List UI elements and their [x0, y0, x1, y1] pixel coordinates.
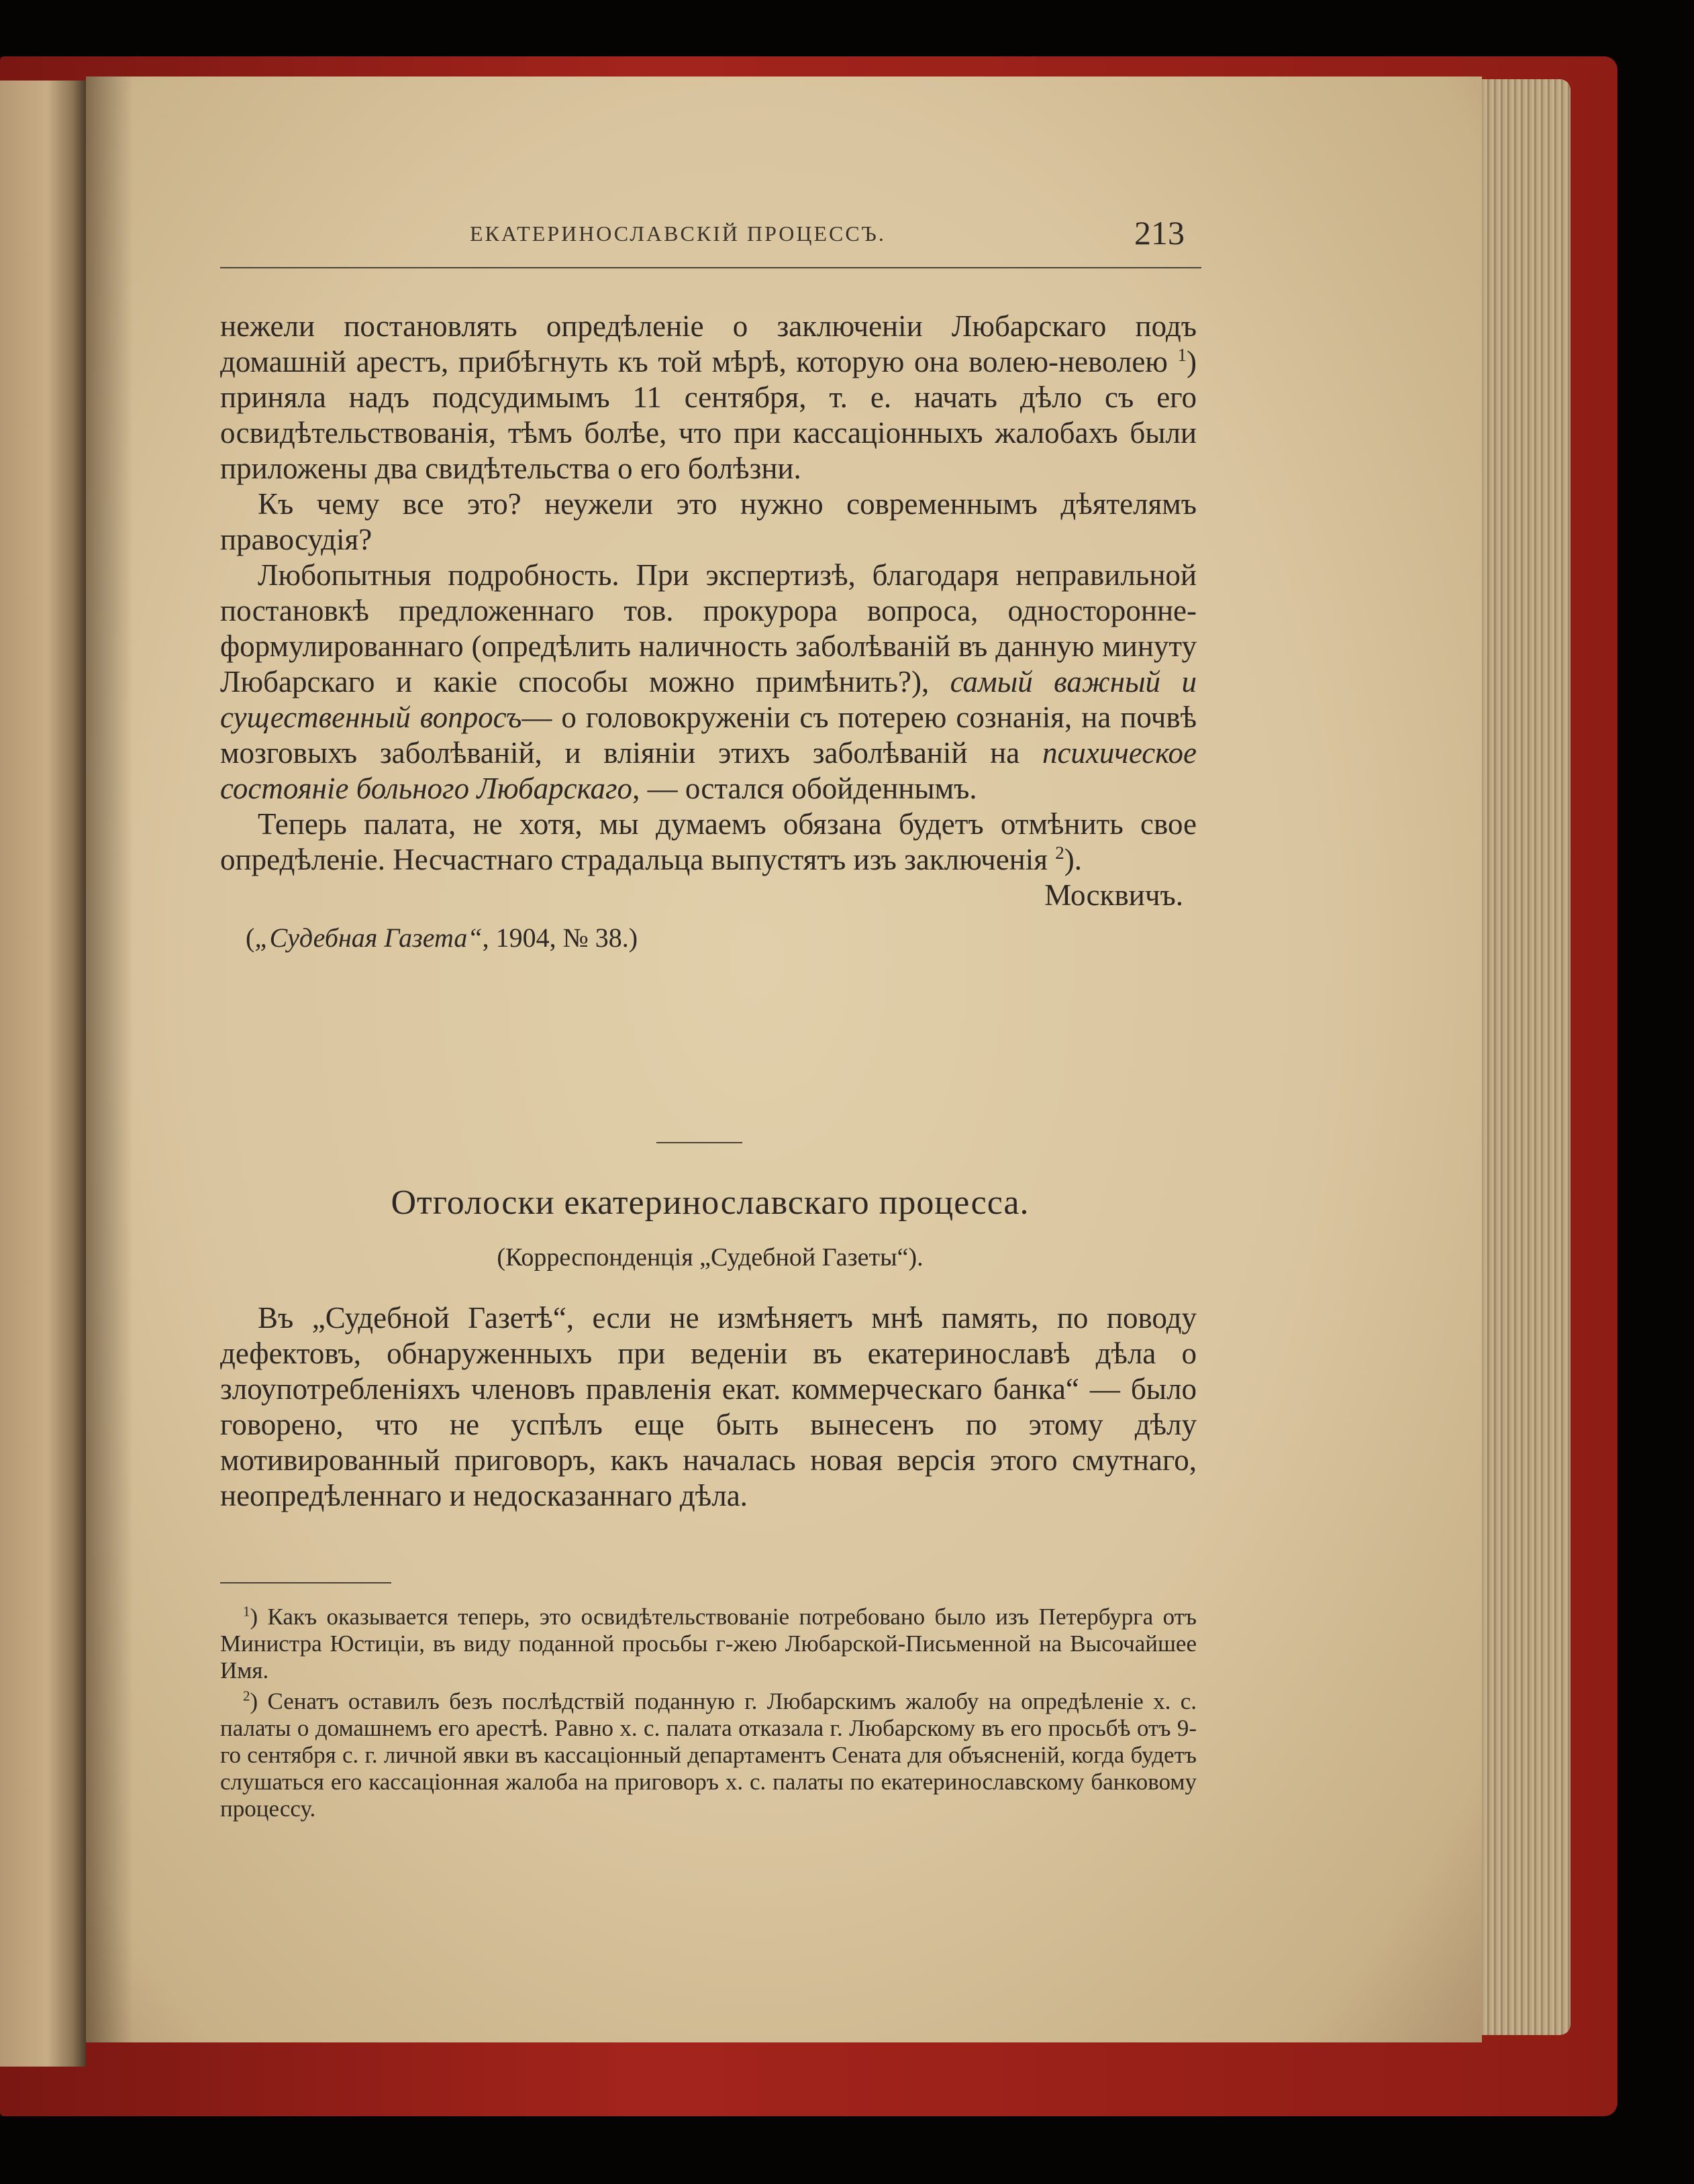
- source-citation: („Судебная Газета“, 1904, № 38.): [246, 923, 638, 953]
- page-number: 213: [1134, 214, 1185, 252]
- article-subtitle: (Корреспонденція „Судебной Газеты“).: [497, 1243, 924, 1271]
- paragraph-1: нежели постановлять опредѣленіе о заключеніи Любарскаго подъ домашній арестъ, прибѣгнуть къ той мѣрѣ, которую она волею-неволею $^1$) приняла надъ подсудимымъ 11 сентября, т. е. начать дѣло съ его освидѣтельствованія, тѣмъ болѣе, что при кассаціонныхъ жалобахъ были приложены два свидѣтельства о его болѣзни.: [220, 309, 1197, 485]
- footnotes: [220, 1604, 1197, 1826]
- paragraph-3: Любопытныя подробность. При экспертизѣ, благодаря неправильной постановкѣ предложеннаго тов. прокурора вопроса, односторонне-формулированнаго (опредѣлить наличность заболѣваній въ данную минуту Любарскаго и какіе способы можно примѣнить?), самый важный и существенный вопросъ— о головокруженіи съ потерею сознанія, на почвѣ мозговыхъ заболѣваній, и вліяніи этихъ заболѣваній на психическое состояніе больного Любарскаго, — остался обойденнымъ.: [220, 558, 1197, 805]
- header-rule: [220, 267, 1201, 268]
- footnote-2: $^2$) Сенатъ оставилъ безъ послѣдствій поданную г. Любарскимъ жалобу на опредѣленіе х. с. палаты о домашнемъ его арестѣ. Равно х. с. палата отказала г. Любарскому въ его просьбѣ отъ 9-го сентября с. г. личной явки въ кассаціонный департаментъ Сената для объясненій, когда будетъ слушаться его кассаціонная жалоба на приговоръ х. с. палаты по екатеринославскому банковому процессу.: [220, 1687, 1197, 1822]
- footnote-ref-2: 2: [1055, 843, 1064, 863]
- paragraph-2: Къ чему все это? неужели это нужно современнымъ дѣятелямъ правосудія?: [220, 487, 1197, 556]
- section-divider: [656, 1142, 742, 1143]
- footnote-ref-1: 1: [1177, 345, 1187, 365]
- article2-body: [220, 1300, 1197, 1514]
- footnote-1: $^1$) Какъ оказывается теперь, это освидѣтельствованіе потребовано было изъ Петербурга отъ Министра Юстиціи, въ виду поданной просьбы г-жею Любарской-Письменной на Высочайшее Имя.: [220, 1603, 1197, 1683]
- article-title: Отголоски екатеринославскаго процесса.: [391, 1184, 1030, 1222]
- paragraph-4: Теперь палата, не хотя, мы думаемъ обязана будетъ отмѣнить свое опредѣленіе. Несчастнаго страдальца выпустятъ изъ заключенія $^2$).: [220, 807, 1197, 876]
- signature: Москвичъ.: [1044, 878, 1183, 912]
- italic-phrase-2: психическое состояніе больного Любарскаго: [220, 736, 1197, 805]
- left-page-edge: [0, 81, 86, 2067]
- article2-paragraph: Въ „Судебной Газетѣ“, если не измѣняетъ мнѣ память, по поводу дефектовъ, обнаруженныхъ при веденіи въ екатеринославѣ дѣла о злоупотребленіяхъ членовъ правленія екат. коммерческаго банка“ — было говорено, что не успѣлъ еще быть вынесенъ по этому дѣлу мотивированный приговоръ, какъ началась новая версія этого смутнаго, неопредѣленнаго и недосказаннаго дѣла.: [220, 1301, 1197, 1512]
- article-body: [220, 309, 1197, 955]
- page-stack-edge: [1470, 79, 1571, 2035]
- running-head: ЕКАТЕРИНОСЛАВСКІЙ ПРОЦЕССЪ.: [470, 221, 886, 246]
- italic-phrase-1: самый важный и существенный вопросъ: [220, 665, 1197, 734]
- footnote-rule: [220, 1582, 391, 1583]
- page-gutter-shadow: [86, 76, 133, 2042]
